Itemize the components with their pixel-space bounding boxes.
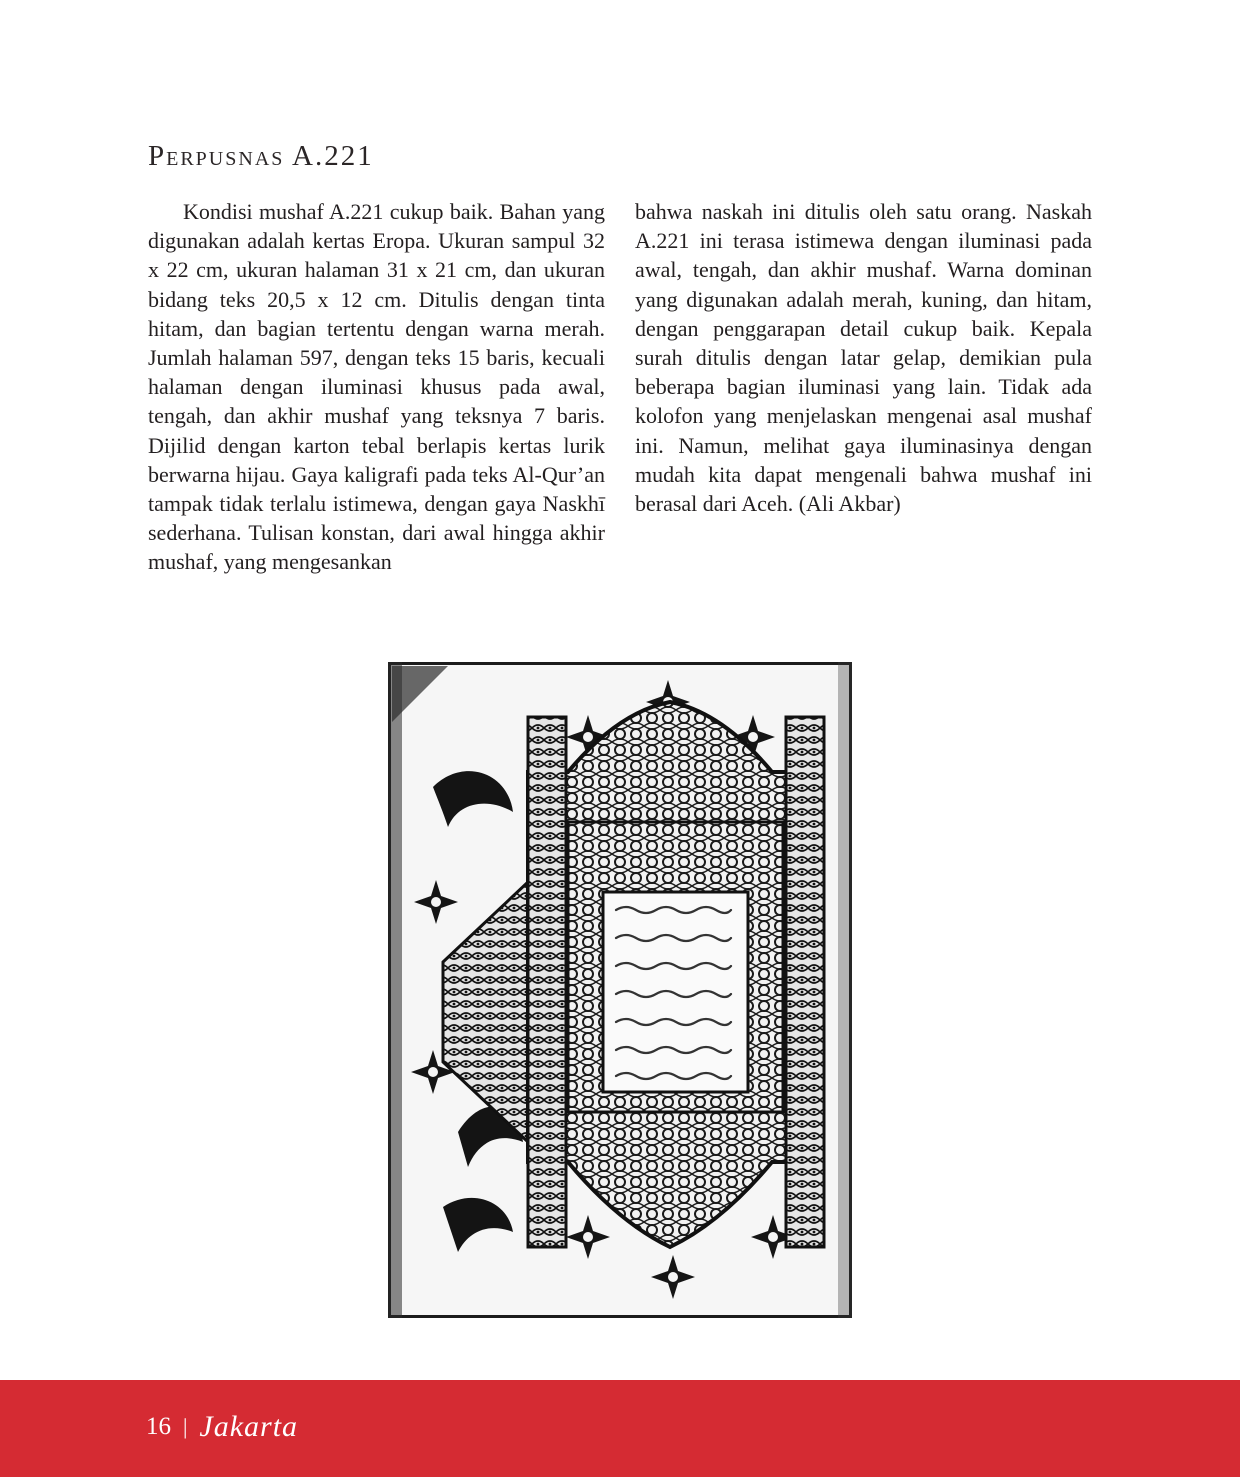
footer-separator: | [183, 1414, 188, 1439]
manuscript-illumination-image [388, 662, 852, 1318]
paragraph-right: bahwa naskah ini ditulis oleh satu orang. Naskah A.221 ini terasa istimewa dengan iluminasi pada awal, tengah, dan akhir mushaf. Warna dominan yang digunakan adalah merah, kuning, dan hitam, dengan penggarapan detail cukup baik. Kepala surah ditulis dengan latar gelap, demikian pula beberapa bagian iluminasi yang lain. Tidak ada kolofon yang menjelaskan mengenai asal mushaf ini. Namun, melihat gaya iluminasinya dengan mudah kita dapat mengenali bahwa mushaf ini berasal dari Aceh. (Ali Akbar) [635, 199, 1092, 517]
page-number: 16 [146, 1413, 171, 1440]
text-column-right [635, 197, 1092, 518]
footer-place: Jakarta [199, 1410, 299, 1443]
paragraph-left: Kondisi mushaf A.221 cukup baik. Bahan yang digunakan adalah kertas Eropa. Ukuran sampul 32 x 22 cm, ukuran halaman 31 x 21 cm, dan ukuran bidang teks 20,5 x 12 cm. Ditulis dengan tinta hitam, dan bagian tertentu dengan warna merah. Jumlah halaman 597, dengan teks 15 baris, kecuali halaman dengan iluminasi khusus pada awal, tengah, dan akhir mushaf yang teksnya 7 baris. Dijilid dengan karton tebal berlapis kertas lurik berwarna hijau. Gaya kaligrafi pada teks Al-Qur’an tampak tidak terlalu istimewa, dengan gaya Naskhī sederhana. Tulisan konstan, dari awal hingga akhir mushaf, yang mengesankan [148, 199, 605, 575]
text-column-left [148, 197, 605, 577]
footer-bar [0, 1380, 1240, 1477]
footer-text [146, 1402, 298, 1452]
section-title: Perpusnas A.221 [148, 140, 374, 172]
illuminated-manuscript-icon [388, 662, 852, 1318]
